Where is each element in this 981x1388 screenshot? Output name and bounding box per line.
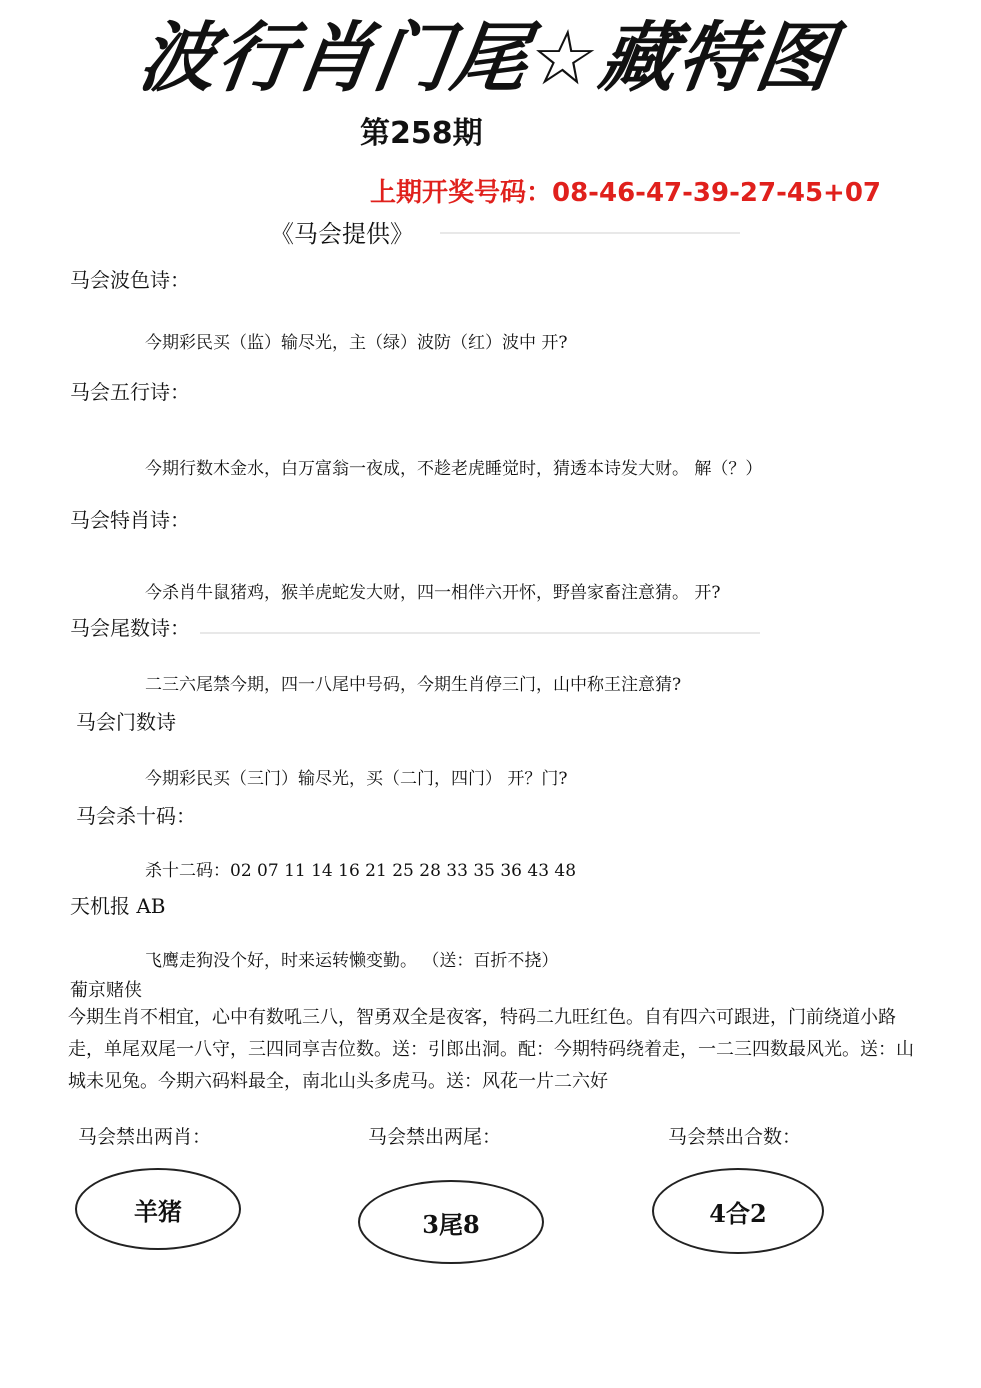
ban-value-zodiac: 羊猪	[75, 1168, 241, 1250]
section-heading-door-number: 马会门数诗	[76, 710, 176, 734]
scan-line	[200, 632, 760, 634]
section-heading-five-elements: 马会五行诗：	[70, 380, 190, 404]
provider-label: 《马会提供》	[270, 220, 414, 248]
ban-title-sum: 马会禁出合数：	[668, 1126, 802, 1148]
ban-title-tail: 马会禁出两尾：	[368, 1126, 502, 1148]
section-verse-kill-numbers: 杀十二码：02 07 11 14 16 21 25 28 33 35 36 43 48	[145, 861, 577, 881]
section-heading-tianji-ab: 天机报 AB	[70, 894, 166, 918]
scan-line	[440, 232, 740, 234]
section-heading-kill-numbers: 马会杀十码：	[76, 804, 196, 828]
gambler-paragraph: 今期生肖不相宜，心中有数吼三八，智勇双全是夜客，特码二九旺红色。自有四六可跟进，门前绕道小路走，单尾双尾一八守，三四同享吉位数。送：引郎出洞。配：今期特码绕着走，一二三四数最风光。送：山城未见兔。今期六码料最全，南北山头多虎马。送：风花一片二六好	[68, 1007, 914, 1092]
section-verse-special-zodiac: 今杀肖牛鼠猪鸡，猴羊虎蛇发大财，四一相伴六开怀，野兽家畜注意猜。 开?	[145, 583, 721, 603]
section-verse-tianji-ab: 飞鹰走狗没个好，时来运转懒变勤。 （送：百折不挠）	[145, 951, 559, 971]
section-verse-door-number: 今期彩民买（三门）输尽光，买（二门，四门） 开？门?	[145, 769, 568, 789]
section-heading-special-zodiac: 马会特肖诗：	[70, 508, 190, 532]
poster-title: 波行肖门尾☆藏特图	[133, 13, 841, 102]
ban-value-sum: 4合2	[652, 1168, 824, 1254]
gambler-heading: 葡京赌侠	[70, 980, 142, 1001]
issue-number: 第258期	[360, 116, 483, 151]
section-verse-five-elements: 今期行数木金水，白万富翁一夜成，不趁老虎睡觉时，猜透本诗发大财。 解（？）	[145, 459, 763, 479]
section-verse-wave-color: 今期彩民买（监）输尽光，主（绿）波防（红）波中 开?	[145, 333, 568, 353]
ban-title-zodiac: 马会禁出两肖：	[78, 1126, 212, 1148]
ban-value-tail: 3尾8	[358, 1180, 544, 1264]
last-draw-numbers: 上期开奖号码：08-46-47-39-27-45+07	[370, 178, 882, 208]
section-verse-tail-number: 二三六尾禁今期，四一八尾中号码，今期生肖停三门，山中称王注意猜?	[145, 675, 682, 695]
section-heading-tail-number: 马会尾数诗：	[70, 616, 190, 640]
section-heading-wave-color: 马会波色诗：	[70, 268, 190, 292]
